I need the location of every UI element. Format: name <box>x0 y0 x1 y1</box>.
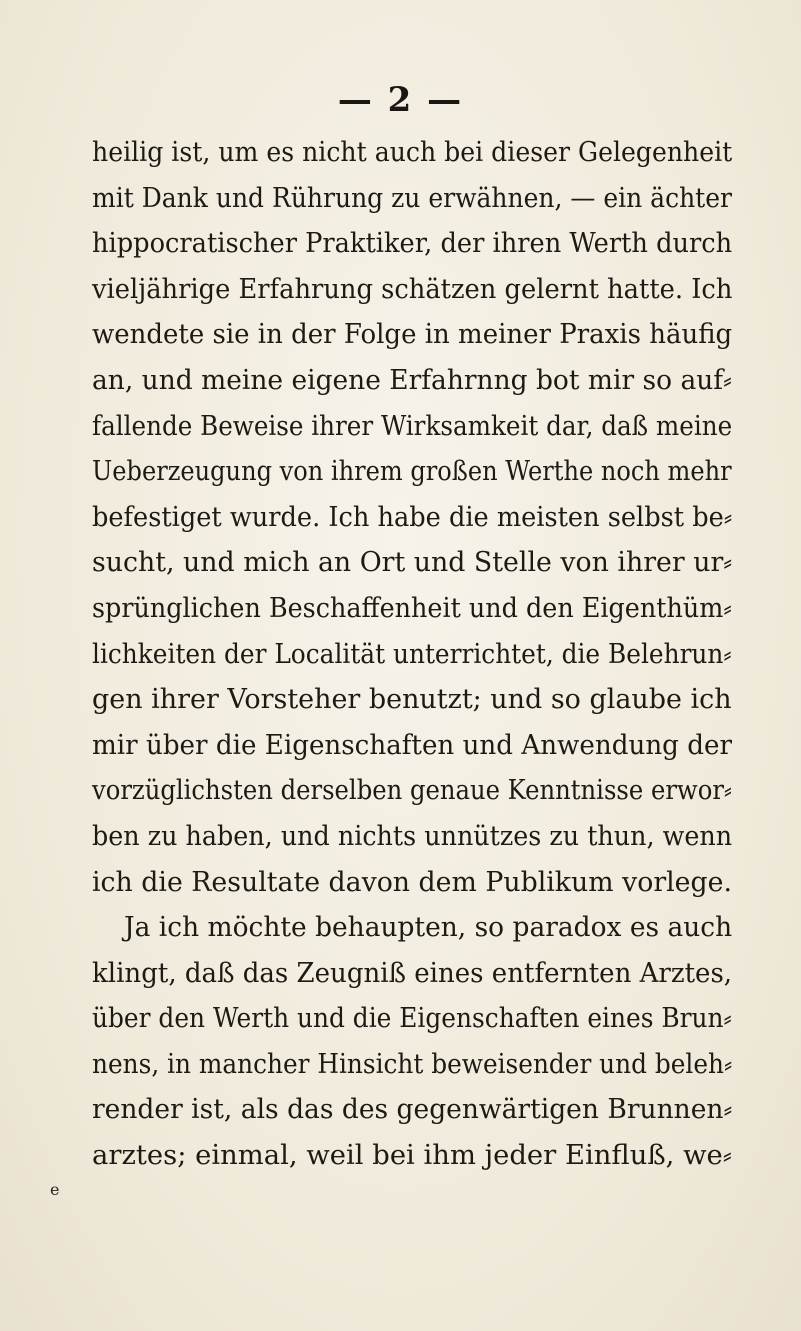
text-line: mit Dank und Rührung zu erwähnen, — ein ächter <box>92 181 732 214</box>
text-line: arztes; einmal, weil bei ihm jeder Einfluß, we⸗ <box>92 1139 732 1172</box>
text-line: an, und meine eigene Erfahrnng bot mir so auf⸗ <box>92 363 732 396</box>
text-line: vieljährige Erfahrung schätzen gelernt hatte. Ich <box>92 272 733 305</box>
text-line: fallende Beweise ihrer Wirksamkeit dar, daß meine <box>92 409 733 442</box>
text-line: sprünglichen Beschaffenheit und den Eigenthüm⸗ <box>92 591 732 624</box>
text-line: hippocratischer Praktiker, der ihren Werth durch <box>92 227 733 260</box>
text-line: nens, in mancher Hinsicht beweisender und beleh⸗ <box>92 1047 733 1080</box>
text-line: wendete sie in der Folge in meiner Praxis häufig <box>92 318 733 351</box>
text-line: lichkeiten der Localität unterrichtet, die Belehrun⸗ <box>92 637 732 670</box>
text-line: heilig ist, um es nicht auch bei dieser Gelegenheit <box>92 136 733 168</box>
text-line: vorzüglichsten derselben genaue Kenntnisse erwor⸗ <box>92 774 733 807</box>
body-text <box>92 130 732 1179</box>
text-line: mir über die Eigenschaften und Anwendung der <box>92 728 732 761</box>
text-line: gen ihrer Vorsteher benutzt; und so glaube ich <box>92 683 732 716</box>
page-number-header: — 2 — <box>337 80 464 120</box>
text-line: ben zu haben, und nichts unnützes zu thun, wenn <box>92 819 733 852</box>
text-line: render ist, als das des gegenwärtigen Brunnen⸗ <box>92 1093 733 1126</box>
signature-mark: e <box>50 1180 60 1199</box>
text-line: sucht, und mich an Ort und Stelle von ihrer ur⸗ <box>92 546 733 579</box>
paragraph-start-line: Ja ich möchte behaupten, so paradox es auch <box>124 911 733 944</box>
text-line: ich die Resultate davon dem Publikum vorlege. <box>92 865 732 898</box>
text-line: über den Werth und die Eigenschaften eines Brun⸗ <box>92 1002 732 1035</box>
text-line: befestiget wurde. Ich habe die meisten selbst be⸗ <box>92 500 733 533</box>
text-line: Ueberzeugung von ihrem großen Werthe noch mehr <box>92 455 732 488</box>
text-line: klingt, daß das Zeugniß eines entfernten Arztes, <box>92 956 733 989</box>
